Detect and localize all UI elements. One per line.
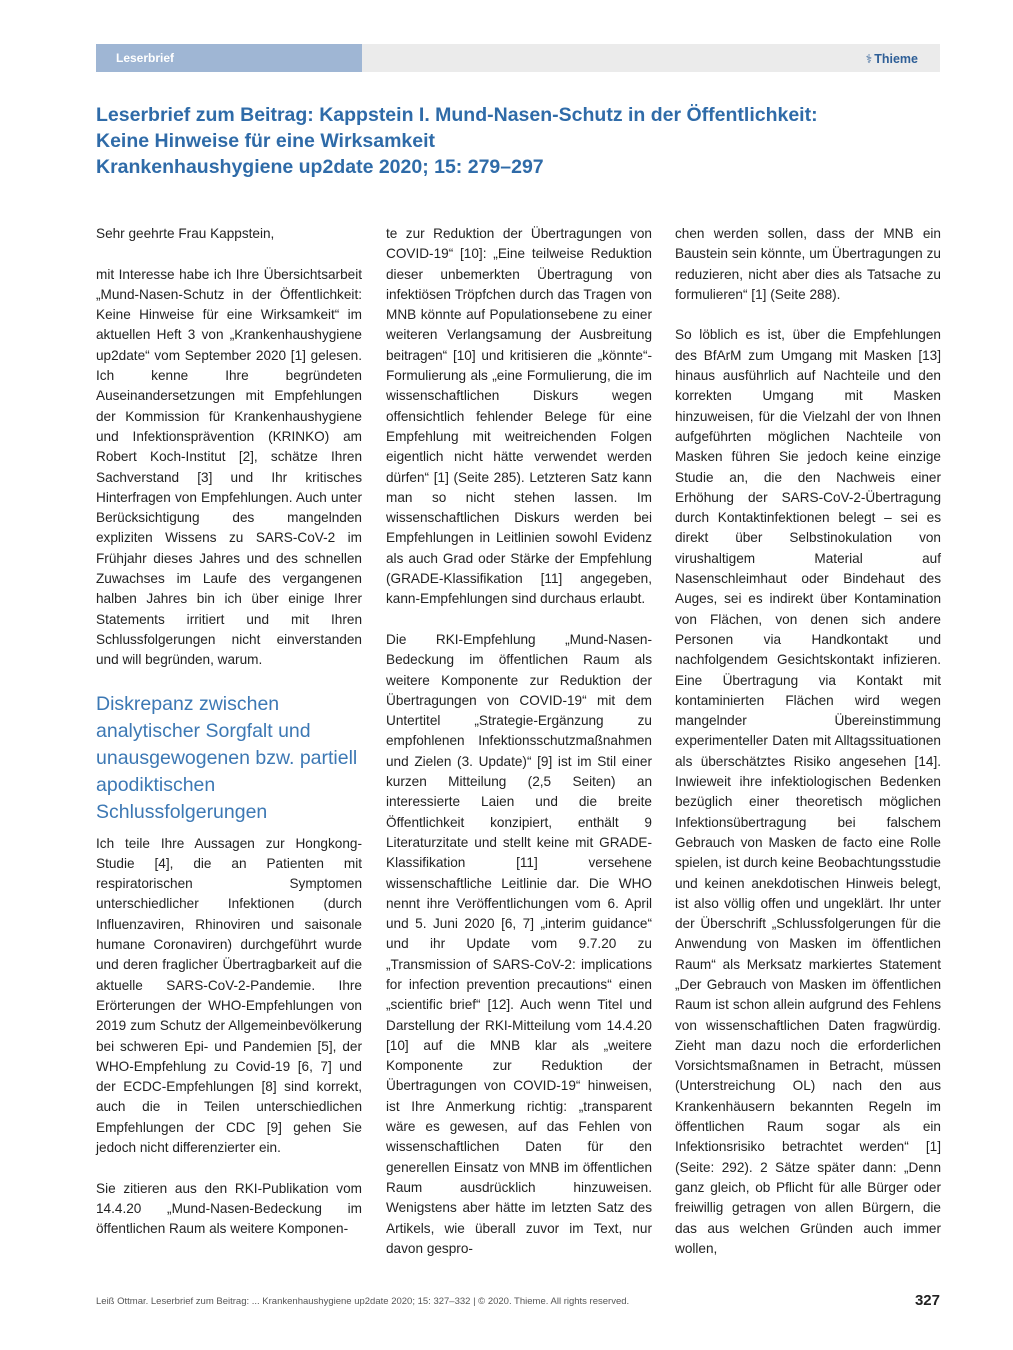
- section-label: Leserbrief: [96, 44, 362, 72]
- paragraph: Die RKI-Empfehlung „Mund-Nasen-Bedeckung im öffentlichen Raum als weitere Komponente zur Reduktion der Übertragungen von COVID-19“ mit dem Untertitel „Strategie-Ergänzung zu empfohlenen Infektionsschutzmaßnahmen und Zielen (3. Update)“ [9] ist im Stil einer kurzen Mitteilung (2,5 Seiten) an interessierte Laien und die breite Öffentlichkeit konzipiert, enthält 9 Literaturzitate und stellt keine mit GRADE-Klassifikation [11] versehene wissenschaftliche Leitlinie dar. Die WHO nennt ihre Veröffentlichungen vom 6. April und 5. Juni 2020 [6, 7] „interim guidance“ und ihr Update vom 9.7.20 zu „Transmission of SARS-CoV-2: implications for infection prevention precautions“ einen „scientific brief“ [12]. Auch wenn Titel und Darstellung der RKI-Mitteilung vom 14.4.20 [10] auf die MNB klar als „weitere Komponente zur Reduktion der Übertragungen von COVID-19“ hinweisen, ist Ihre Anmerkung richtig: „transparent wäre es gewesen, auf das Fehlen von wissenschaftlichen Daten für den generellen Einsatz von MNB im öffentlichen Raum ausdrücklich hinzuweisen. Wenigstens aber hätte im letzten Satz des Artikels, wie überall zuvor im Text, nur davon gespro-: [386, 631, 652, 1256]
- text-column-3: [675, 224, 941, 1259]
- section-heading: Diskrepanz zwischen analytischer Sorgfalt und unausgewogenen bzw. partiell apodiktischen Schlussfolgerungen: [96, 692, 358, 823]
- paragraph: So löblich es ist, über die Empfehlungen des BfArM zum Umgang mit Masken [13] hinaus ausführlich auf Nachteile und den korrekten Umgang mit Masken hinzuweisen, für die Vielzahl der von Ihnen aufgeführten möglichen Nachteile von Masken führen Sie jedoch keine einzige Studie an, die den Nachweis einer Erhöhung der SARS-CoV-2-Übertragung durch Kontaktinfektionen belegt – sei es direkt über Selbstinokulation von virushaltigem Material auf Nasenschleimhaut oder Bindehaut des Auges, sei es indirekt über Kontamination von Flächen, von denen sich andere Personen via Handkontakt und nachfolgendem Gesichtskontakt infizieren. Eine Übertragung via Kontakt mit kontaminierten Flächen wird wegen mangelnder Übereinstimmung experimenteller Daten mit Alltagssituationen als überschätztes Risiko angesehen [14]. Inwieweit ihre infektiologischen Bedenken bezüglich einer theoretisch möglichen Infektionsübertragung bei falschem Gebrauch von Masken de facto eine Rolle spielen, ist durch keine Beobachtungsstudie und keinen anekdotischen Hinweis belegt, ist also völlig offen und ungeklärt. Ihr unter der Überschrift „Schlussfolgerungen für die Anwendung von Masken im öffentlichen Raum“ als Merksatz markiertes Statement „Der Gebrauch von Masken im öffentlichen Raum ist schon allein aufgrund des Fehlens von wissenschaftlichen Daten fragwürdig. Zieht man dazu noch die erforderlichen Vorsichtsmaßnamen in Betracht, müssen (Unterstreichung OL) nach den aus Krankenhäusern bekannten Regeln im öffentlichen Raum sogar als ein Infektionsrisiko betrachtet werden“ [1] (Seite: 292). 2 Sätze später dann: „Denn ganz gleich, ob Pflicht für alle Bürger oder freiwillig getragen von allen Bürgern, die das aus welchen Gründen auch immer wollen,: [675, 327, 941, 1256]
- footer-citation: Leiß Ottmar. Leserbrief zum Beitrag: ... Krankenhaushygiene up2date 2020; 15: 327–332 | © 2020. Thieme. All rights reserved.: [96, 1296, 630, 1307]
- paragraph: te zur Reduktion der Übertragungen von COVID-19“ [10]: „Eine teilweise Reduktion dieser unbemerkten Übertragung von infektiösen Tröpfchen durch das Tragen von MNB könnte auf Populationsebene zu einer weiteren Verlangsamung der Ausbreitung beitragen“ [10] und kritisieren die „könnte“-Formulierung als „eine Formulierung, die im wissenschaftlichen Diskurs wegen offensichtlich fehlender Belege für eine Empfehlung mit weitreichenden Folgen eigentlich nicht hätte verwendet werden dürfen“ [1] (Seite 285). Letzteren Satz kann man so nicht stehen lassen. Im wissenschaftlichen Diskurs werden bei Empfehlungen in Leitlinien sowohl Evidenz als auch Grad oder Stärke der Empfehlung (GRADE-Klassifikation [11] angegeben, kann-Empfehlungen sind durchaus erlaubt.: [386, 226, 652, 607]
- running-header: [96, 44, 940, 72]
- publisher-logo: [866, 44, 918, 72]
- title-line-3: Krankenhaushygiene up2date 2020; 15: 279–297: [96, 156, 544, 178]
- paragraph: chen werden sollen, dass der MNB ein Baustein sein könnte, um Übertragungen zu reduzieren, nicht aber dies als Tatsache zu formulieren“ [1] (Seite 288).: [675, 226, 941, 302]
- salutation: Sehr geehrte Frau Kappstein,: [96, 226, 275, 241]
- text-column-1: [96, 224, 362, 1239]
- publisher-name: Thieme: [874, 52, 918, 66]
- title-line-1: Leserbrief zum Beitrag: Kappstein I. Mund-Nasen-Schutz in der Öffentlichkeit:: [96, 104, 818, 126]
- paragraph: Ich teile Ihre Aussagen zur Hongkong-Studie [4], die an Patienten mit respiratorischen Symptomen unterschiedlicher Infektionen (durch Influenzaviren, Rhinoviren und saisonale humane Coronaviren) durchgeführt wurde und deren fraglicher Übertragbarkeit auf die aktuelle SARS-CoV-2-Pandemie. Ihre Erörterungen der WHO-Empfehlungen von 2019 zum Schutz der Allgemeinbevölkerung bei schweren Epi- und Pandemien [5], der WHO-Empfehlung zu Covid-19 [6, 7] und der ECDC-Empfehlungen [8] sind korrekt, auch die in Teilen unterschiedlichen Empfehlungen der CDC [9] gehen Sie jedoch nicht differenzierter ein.: [96, 835, 362, 1155]
- paragraph: mit Interesse habe ich Ihre Übersichtsarbeit „Mund-Nasen-Schutz in der Öffentlichkeit: Keine Hinweise für eine Wirksamkeit“ im aktuellen Heft 3 von „Krankenhaushygiene up2date“ vom September 2020 [1] gelesen. Ich kenne Ihre begründeten Auseinandersetzungen mit Empfehlungen der Kommission für Krankenhaushygiene und Infektionsprävention (KRINKO) am Robert Koch-Institut [2], schätze Ihren Sachverstand [3] und Ihr kritisches Hinterfragen von Empfehlungen. Auch unter Berücksichtigung des mangelnden expliziten Wissens zu SARS-CoV-2 im Frühjahr dieses Jahres und des schnellen Zuwachses im Laufe des vergangenen halben Jahres bin ich über einige Ihrer Statements irritiert und mit Ihren Schlussfolgerungen nicht einverstanden und will begründen, warum.: [96, 266, 362, 668]
- paragraph: Sie zitieren aus den RKI-Publikation vom 14.4.20 „Mund-Nasen-Bedeckung im öffentlichen Raum als weitere Komponen-: [96, 1180, 362, 1237]
- thieme-logo-icon: ⚕: [865, 52, 873, 66]
- title-line-2: Keine Hinweise für eine Wirksamkeit: [96, 130, 436, 152]
- text-column-2: [386, 224, 652, 1259]
- article-title: [96, 102, 936, 180]
- page-number: 327: [914, 1292, 940, 1309]
